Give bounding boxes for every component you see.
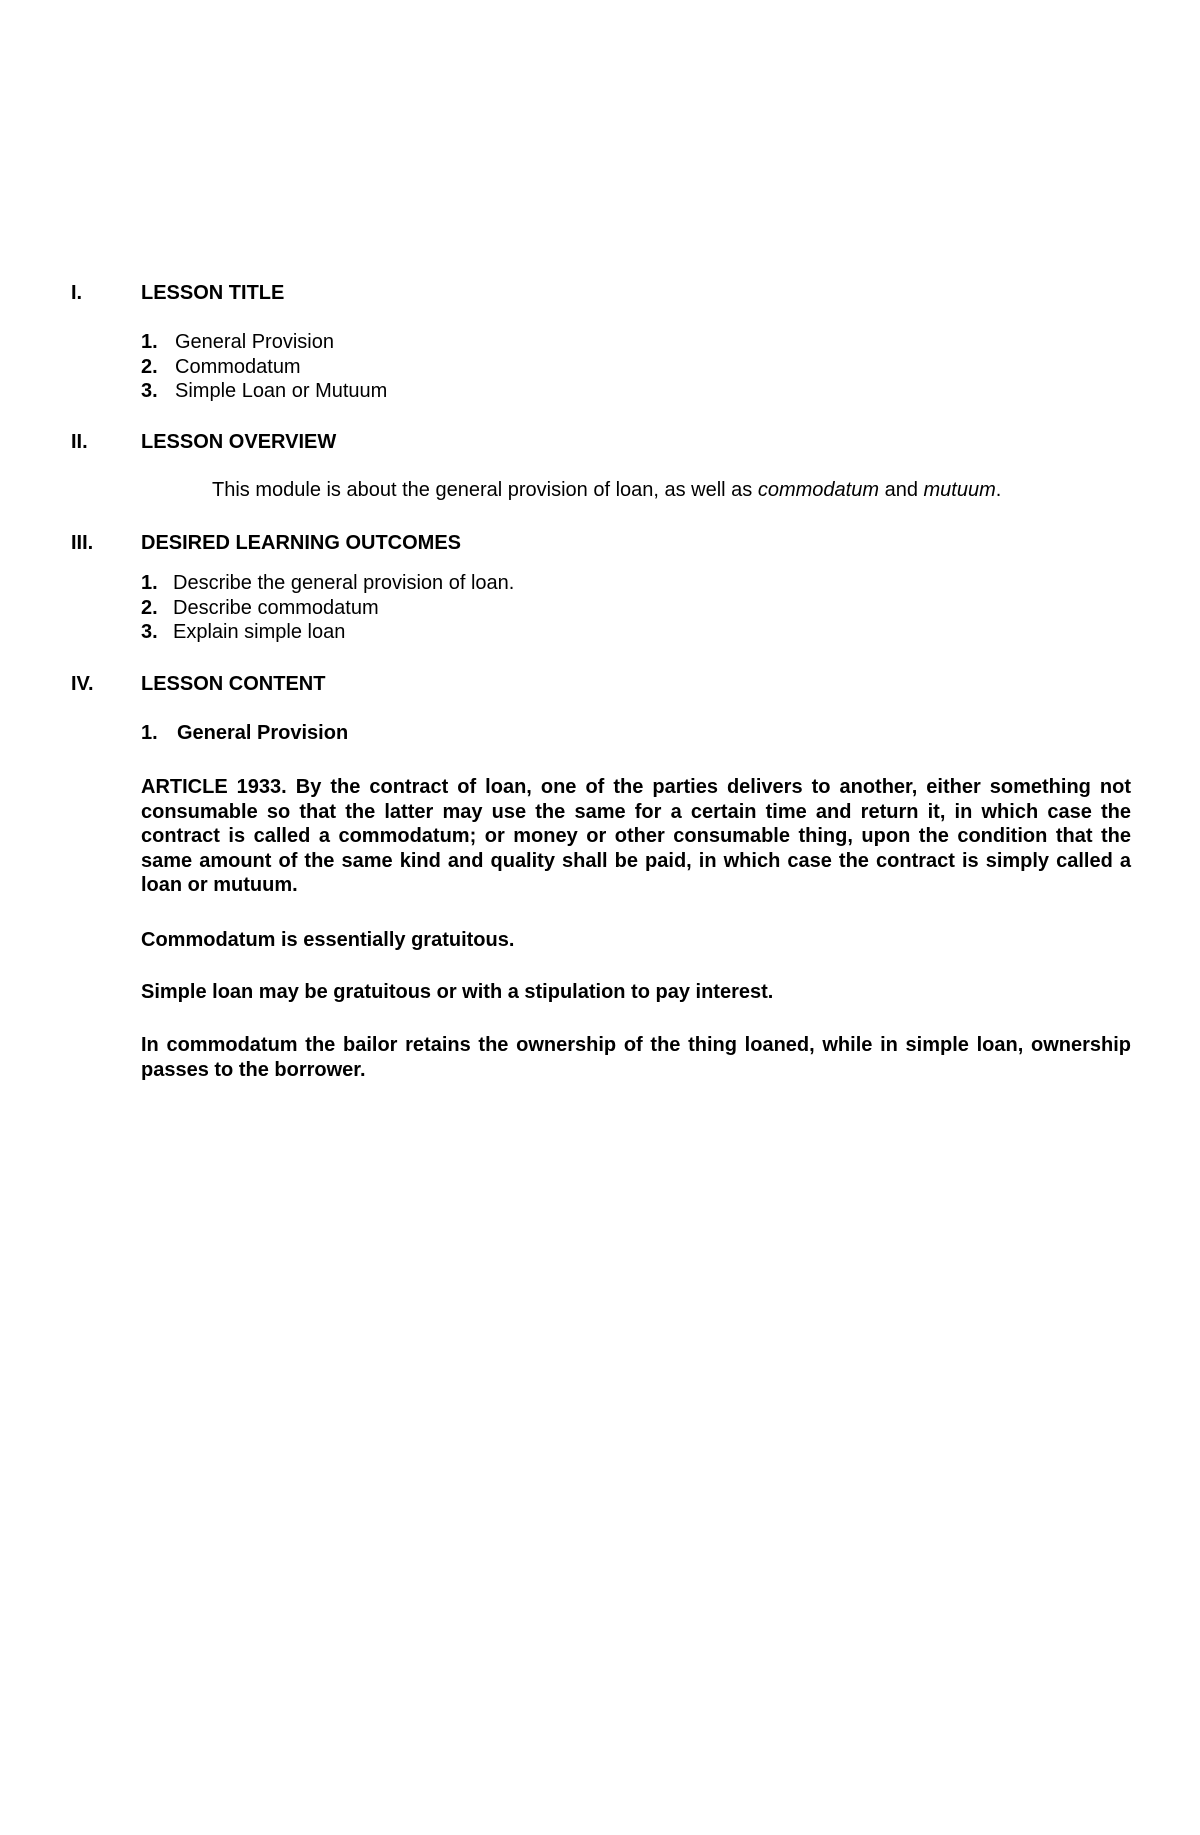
section-numeral: IV. [71,673,94,695]
subheading-general-provision: 1. General Provision [141,722,349,744]
list-item: 2. Describe commodatum [141,596,379,619]
overview-text: This module is about the general provision of loan, as well as commodatum and mutuum. [212,479,1002,501]
lesson-title-list [141,330,387,404]
content-paragraph: Commodatum is essentially gratuitous. [141,929,515,951]
section-title: LESSON OVERVIEW [141,431,337,453]
section-lesson-title [71,280,1131,306]
section-heading [71,280,1131,306]
section-numeral: I. [71,282,83,304]
list-item: 1. Describe the general provision of loan. [141,572,515,594]
section-numeral: II. [71,431,88,453]
list-item: 3. Simple Loan or Mutuum [141,380,388,402]
section-title: LESSON CONTENT [141,673,326,695]
section-lesson-overview [71,429,1131,455]
learning-outcomes-list [141,571,514,645]
section-heading [71,671,1131,697]
article-1933-paragraph: ARTICLE 1933. By the contract of loan, one of the parties delivers to another, either something not consumable so that the latter may use the same for a certain time and return it, in which case the contract is called a commodatum; or money or other consumable thing, upon the condition that the same amount of the same kind and quality shall be paid, in which case the contract is simply called a loan or mutuum. [141,776,1131,896]
list-item: 3. Explain simple loan [141,621,346,643]
list-item: 1. General Provision [141,331,334,353]
section-heading [71,530,1131,556]
section-title: LESSON TITLE [141,282,285,304]
list-item: 2. Commodatum [141,355,301,378]
section-learning-outcomes [71,530,1131,556]
section-lesson-content [71,671,1131,697]
content-paragraph: In commodatum the bailor retains the ownership of the thing loaned, while in simple loan, ownership passes to the borrower. [141,1034,1131,1081]
section-numeral: III. [71,532,94,554]
section-heading [71,429,1131,455]
content-paragraph: Simple loan may be gratuitous or with a stipulation to pay interest. [141,981,774,1003]
section-title: DESIRED LEARNING OUTCOMES [141,532,462,554]
